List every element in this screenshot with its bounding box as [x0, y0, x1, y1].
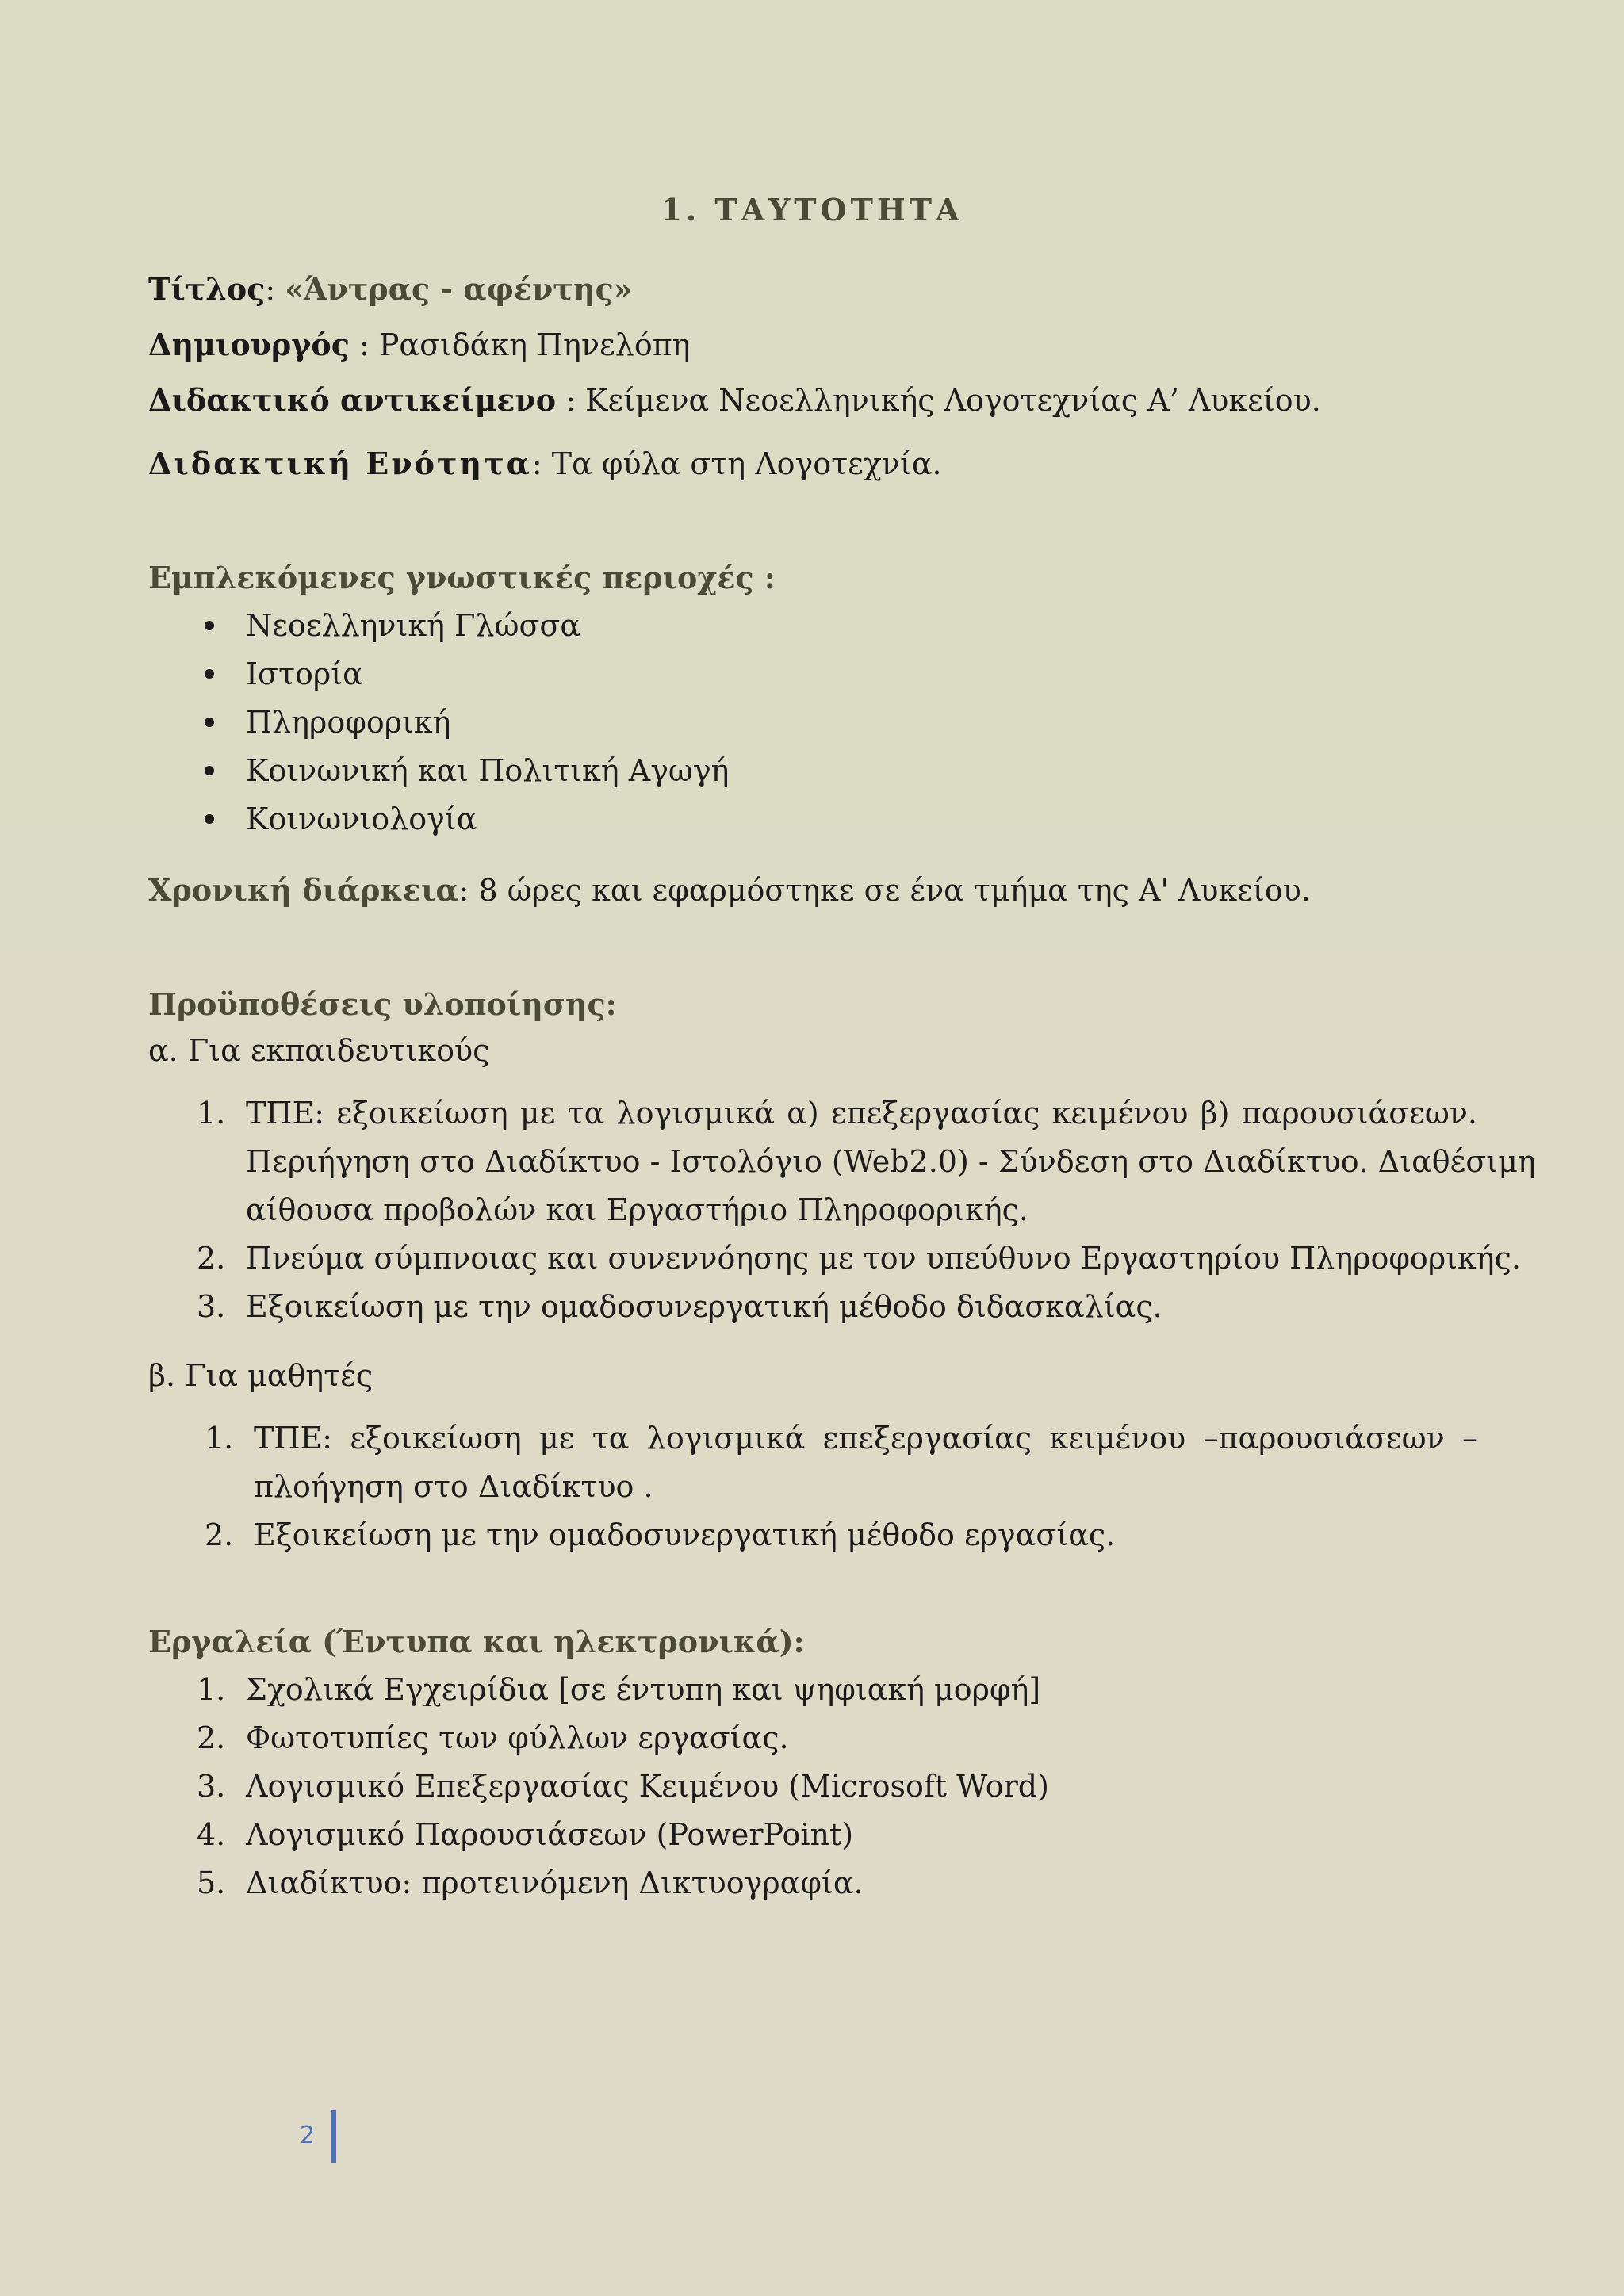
list-item: 4. Λογισμικό Παρουσιάσεων (PowerPoint)	[197, 1817, 854, 1852]
list-item: Κοινωνιολογία	[246, 795, 729, 844]
subject-label: Διδακτικό αντικείμενο	[148, 382, 557, 418]
list-item: 1. ΤΠΕ: εξοικείωση με τα λογισμικά επεξεργασίας κειμένου –παρουσιάσεων – πλοήγηση στο Διαδίκτυο .	[205, 1421, 1477, 1504]
list-item: Πληροφορική	[246, 698, 729, 747]
page-number: 2	[300, 2122, 316, 2149]
list-item: Νεοελληνική Γλώσσα	[246, 602, 729, 650]
list-item: 1. Σχολικά Εγχειρίδια [σε έντυπη και ψηφιακή μορφή]	[197, 1672, 1041, 1707]
students-list	[205, 1414, 1477, 1559]
title-value: «Άντρας - αφέντης»	[285, 271, 633, 307]
creator-label: Δημιουργός	[148, 327, 350, 362]
bullet-icon	[205, 766, 214, 775]
list-item: 2. Πνεύμα σύμπνοιας και συνεννόησης με τον υπεύθυνο Εργαστηρίου Πληροφορικής.	[197, 1241, 1521, 1276]
teachers-label: α. Για εκπαιδευτικούς	[148, 1033, 490, 1068]
list-item: 3. Εξοικείωση με την ομαδοσυνεργατική μέθοδο διδασκαλίας.	[197, 1289, 1162, 1324]
subject-value: : Κείμενα Νεοελληνικής Λογοτεχνίας Α’ Λυκείου.	[556, 383, 1321, 418]
duration-value: : 8 ώρες και εφαρμόστηκε σε ένα τμήμα της Α' Λυκείου.	[458, 873, 1311, 908]
duration-label: Χρονική διάρκεια	[148, 872, 459, 908]
bullet-icon	[205, 621, 214, 630]
prerequisites-title: Προϋποθέσεις υλοποίησης:	[148, 986, 617, 1022]
list-item: 1. ΤΠΕ: εξοικείωση με τα λογισμικά α) επεξεργασίας κειμένου β) παρουσιάσεων. Περιήγηση στο Διαδίκτυο - Ιστολόγιο (Web2.0) - Σύνδεση στο Διαδίκτυο. Διαθέσιμη αίθουσα προβολών και Εργαστήριο Πληροφορικής.	[197, 1096, 1536, 1227]
page-number-bar	[331, 2110, 336, 2163]
title-line: Τίτλος: «Άντρας - αφέντης»	[148, 271, 633, 307]
duration-line	[148, 872, 1311, 908]
creator-value: : Ρασιδάκη Πηνελόπη	[349, 327, 691, 362]
areas-list	[246, 602, 729, 844]
section-heading: 1. ΤΑΥΤΟΤΗΤΑ	[661, 192, 963, 228]
tools-title: Εργαλεία (Έντυπα και ηλεκτρονικά):	[148, 1624, 805, 1659]
list-item: 2. Εξοικείωση με την ομαδοσυνεργατική μέθοδο εργασίας.	[205, 1517, 1116, 1552]
subject-line	[148, 382, 1321, 418]
tools-list	[197, 1666, 1049, 1908]
teachers-list	[197, 1089, 1536, 1331]
list-item: Ιστορία	[246, 650, 729, 698]
students-label: β. Για μαθητές	[148, 1358, 373, 1393]
title-label: Τίτλος	[148, 271, 266, 307]
unit-value: : Τα φύλα στη Λογοτεχνία.	[531, 446, 942, 481]
unit-line	[148, 446, 942, 481]
bullet-icon	[205, 718, 214, 727]
areas-title: Εμπλεκόμενες γνωστικές περιοχές :	[148, 560, 776, 595]
list-item: 2. Φωτοτυπίες των φύλλων εργασίας.	[197, 1720, 789, 1755]
bullet-icon	[205, 669, 214, 679]
unit-label: Διδακτική Ενότητα	[148, 446, 532, 481]
list-item: Κοινωνική και Πολιτική Αγωγή	[246, 747, 729, 795]
list-item: 5. Διαδίκτυο: προτεινόμενη Δικτυογραφία.	[197, 1866, 864, 1900]
bullet-icon	[205, 814, 214, 824]
creator-line	[148, 327, 691, 362]
list-item: 3. Λογισμικό Επεξεργασίας Κειμένου (Microsoft Word)	[197, 1769, 1049, 1804]
